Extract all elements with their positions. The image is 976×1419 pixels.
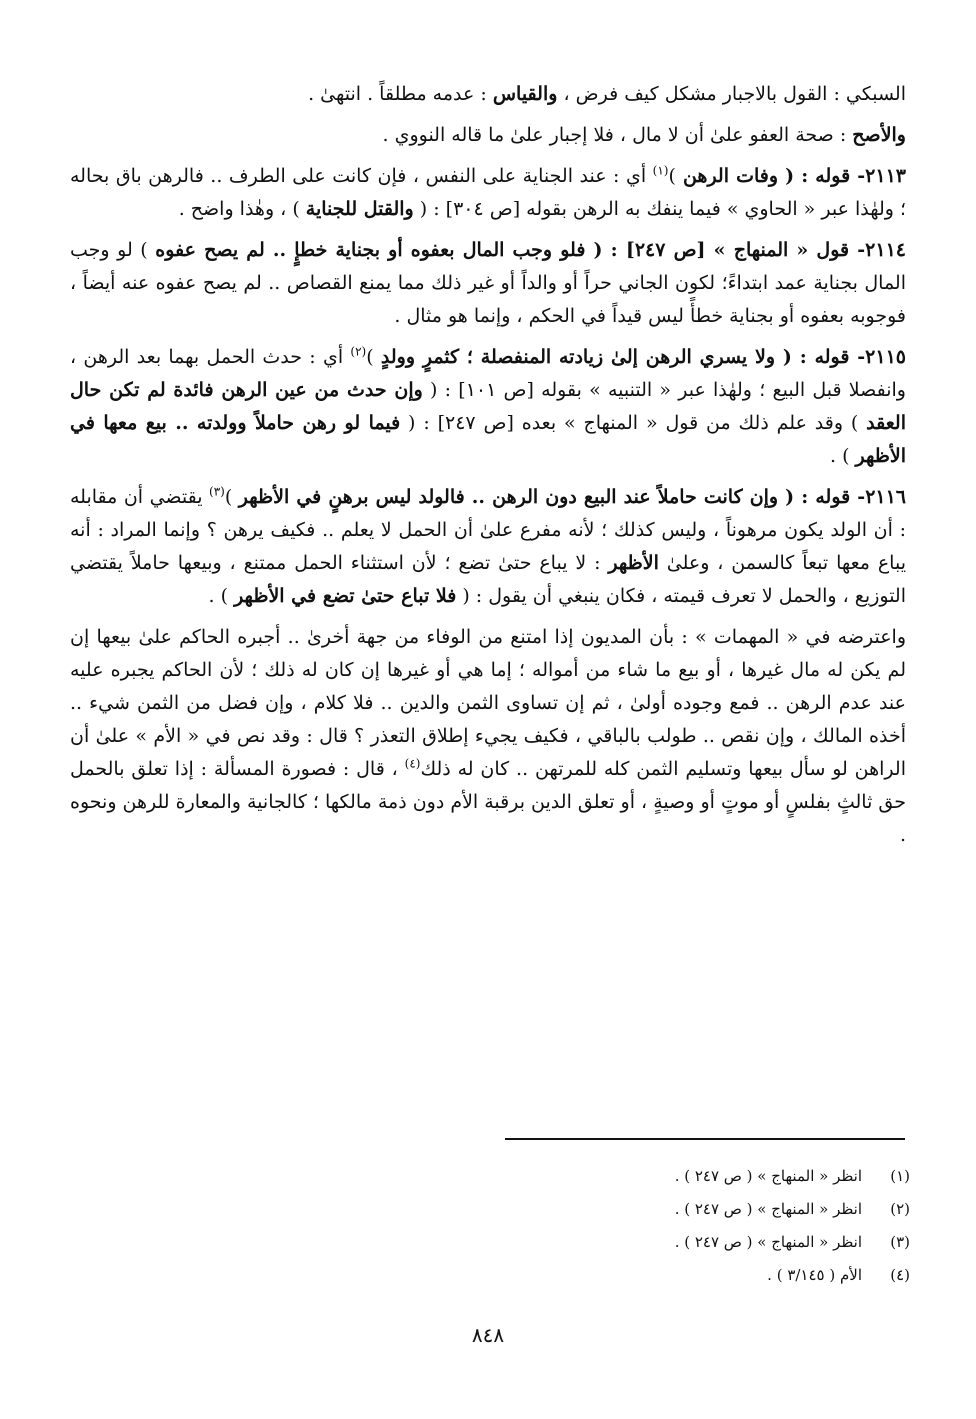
text-run: ) لو وجب المال بجناية عمد ابتداءً؛ لكون الجاني حراً أو والداً أو غير ذلك مما يمنع القصاص .. لم يصح عفوه عنه أيضاً ، فوجوبه بعفوه أو بجناية خطأً ليس قيداً في الحكم ، وإنما هو مثال . <box>70 239 906 327</box>
paragraph <box>70 481 906 613</box>
footnotes <box>410 1160 910 1292</box>
bold-text: ٢١١٣- قوله : ( <box>778 165 906 187</box>
footnote-text: انظر « المنهاج » ( ص ٢٤٧ ) . <box>674 1167 862 1185</box>
bold-text: وإن كانت حاملاً عند البيع دون الرهن .. فالولد ليس برهنٍ في الأظهر <box>238 486 779 508</box>
bold-text: والأصح <box>852 124 906 146</box>
bold-text: وفات الرهن <box>675 165 779 187</box>
bold-text: والقياس <box>492 83 558 105</box>
text-run: ) <box>224 486 239 508</box>
paragraph <box>70 621 906 852</box>
bold-text: والقتل للجناية <box>305 198 414 220</box>
paragraph <box>70 78 906 111</box>
paragraph <box>70 160 906 226</box>
text-run: أي : حدث الحمل بهما بعد الرهن ، وانفصلا قبل البيع ؛ ولهٰذا عبر « التنبيه » بقوله [ص ١٠١] : ( <box>70 346 906 401</box>
paragraph <box>70 234 906 333</box>
text-run: أي : عند الجناية على النفس ، فإن كانت على الطرف .. فالرهن باق بحاله ؛ ولهٰذا عبر « الحاوي » فيما ينفك به الرهن بقوله [ص ٣٠٤] : ( <box>70 165 906 220</box>
footnote-2 <box>410 1193 910 1226</box>
bold-text: ولا يسري الرهن إلىٰ زيادته المنفصلة ؛ كثمرٍ وولدٍ <box>380 346 776 368</box>
text-run: ) ، وهٰذا واضح . <box>178 198 306 220</box>
footnote-number: (١) <box>890 1167 910 1185</box>
text-run: ) . <box>829 445 856 467</box>
footnote-ref: (٤) <box>404 756 421 771</box>
footnote-ref: (٣) <box>209 484 225 499</box>
text-run: ) وقد علم ذلك من قول « المنهاج » بعده [ص ٢٤٧] : ( <box>400 412 867 434</box>
footnote-text: انظر « المنهاج » ( ص ٢٤٧ ) . <box>674 1233 862 1251</box>
footnote-text: انظر « المنهاج » ( ص ٢٤٧ ) . <box>674 1200 862 1218</box>
footnote-4 <box>410 1259 910 1292</box>
footnote-number: (٣) <box>890 1233 910 1251</box>
footnote-1 <box>410 1160 910 1193</box>
footnote-number: (٢) <box>890 1200 910 1218</box>
bold-text: فلا تباع حتىٰ تضع في الأظهر <box>234 585 457 607</box>
paragraph <box>70 341 906 473</box>
bold-text: فيما لو رهن حاملاً وولدته .. بيع معها في الأظهر <box>70 412 906 467</box>
text-run: ) <box>366 346 381 368</box>
text-run: ، قال : فصورة المسألة : إذا تعلق بالحمل حق ثالثٍ بفلسٍ أو موتٍ أو وصيةٍ ، أو تعلق الدين برقبة الأم دون ذمة مالكها ؛ كالجانية والمعارة للرهن ونحوه . <box>70 758 906 846</box>
bold-text: ٢١١٥- قوله : ( <box>775 346 906 368</box>
paragraph <box>70 119 906 152</box>
footnote-ref: (١) <box>652 163 669 178</box>
footnote-separator <box>505 1138 905 1140</box>
bold-text: الأظهر <box>608 552 659 574</box>
text-run: : عدمه مطلقاً . انتهىٰ . <box>308 83 493 105</box>
text-run: ) . <box>208 585 235 607</box>
footnote-number: (٤) <box>890 1266 910 1284</box>
text-run: واعترضه في « المهمات » : بأن المديون إذا امتنع من الوفاء من جهة أخرىٰ .. أجبره الحاكم علىٰ بيعها إن لم يكن له مال غيرها ، أو بيع ما شاء من أمواله ؛ إما هي أو غيرها إن كان له ذلك ؛ لأن الحاكم يجبره عليه عند عدم الرهن .. فمع وجوده أولىٰ ، ثم إن تساوى الثمن والدين .. فلا كلام ، وإن فضل من الثمن شيء .. أخذه المالك ، وإن نقص .. طولب بالباقي ، فكيف يجيء إطلاق التعذر ؟ قال : وقد نص في « الأم » علىٰ أن الراهن لو سأل بيعها وتسليم الثمن كله للمرتهن .. كان له ذلك <box>70 626 906 780</box>
text-run: : لا يباع حتىٰ تضع ؛ لأن استثناء الحمل ممتنع ، وبيعها حاملاً يقتضي التوزيع ، والحمل لا تعرف قيمته ، فكان ينبغي أن يقول : ( <box>70 552 906 607</box>
text-run: : صحة العفو علىٰ أن لا مال ، فلا إجبار علىٰ ما قاله النووي . <box>382 124 853 146</box>
text-run: يقتضي أن مقابله : أن الولد يكون مرهوناً ، وليس كذلك ؛ لأنه مفرع علىٰ أن الحمل لا يعلم .. فكيف يرهن ؟ وإنما المراد : أنه يباع معها تبعاً كالسمن ، وعلىٰ <box>70 486 906 574</box>
bold-text: فلو وجب المال بعفوه أو بجناية خطإٍ .. لم يصح عفوه <box>155 239 586 261</box>
footnote-text: الأم ( ٣/١٤٥ ) . <box>767 1266 862 1284</box>
footnote-3 <box>410 1226 910 1259</box>
text-run: السبكي : القول بالاجبار مشكل كيف فرض ، <box>557 83 906 105</box>
footnote-ref: (٢) <box>350 344 367 359</box>
page-number: ٨٤٨ <box>471 1323 505 1347</box>
bold-text: وإن حدث من عين الرهن فائدة لم تكن حال العقد <box>70 379 906 434</box>
bold-text: ٢١١٦- قوله : ( <box>778 486 907 508</box>
text-run: ) <box>668 165 676 187</box>
bold-text: ٢١١٤- قول « المنهاج » [ص ٢٤٧] : ( <box>585 239 906 261</box>
main-text <box>70 78 906 852</box>
